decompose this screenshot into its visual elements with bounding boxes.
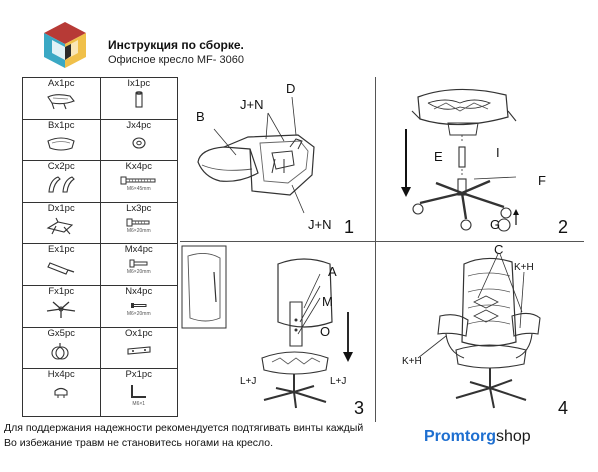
part-label: Dx1pc: [47, 202, 75, 214]
page-title: Инструкция по сборке.: [108, 38, 244, 52]
callout-c: C: [494, 242, 504, 257]
parts-table: [22, 77, 178, 417]
part-label: Ix1pc: [127, 78, 151, 89]
box-logo-icon: [40, 20, 90, 70]
callout-m: M: [322, 294, 333, 309]
part-cell: [23, 286, 101, 328]
part-cell: [100, 119, 178, 161]
parts-list: [22, 77, 178, 417]
step-number: 2: [558, 217, 569, 237]
part-cell: [23, 327, 101, 369]
parts-row: [23, 78, 178, 120]
gas-cylinder-icon: [44, 257, 78, 277]
part-cell: [100, 327, 178, 369]
bolt-icon: [122, 216, 156, 229]
allen-key-icon: [122, 382, 156, 402]
part-cell: [100, 286, 178, 328]
cap-icon: [44, 382, 78, 402]
callout-i: I: [496, 145, 500, 160]
step-number: 1: [344, 217, 355, 237]
callout-g: G: [490, 217, 501, 232]
step-4-panel: [376, 242, 584, 422]
part-cell: [100, 202, 178, 244]
part-cell: [23, 202, 101, 244]
part-cell: [100, 369, 178, 417]
part-label: Gx5pc: [47, 327, 75, 339]
part-cell: [100, 78, 178, 120]
part-cell: [100, 161, 178, 203]
callout-l-j-left: L+J: [240, 376, 257, 387]
part-label: Nx4pc: [125, 286, 153, 298]
base-assembly-illustration: [376, 77, 584, 241]
callout-d: D: [286, 81, 296, 96]
armrest-assembly-illustration: [376, 242, 584, 422]
part-label: Mx4pc: [124, 244, 153, 256]
callout-j-n-bottom: J+N: [308, 217, 332, 232]
assembly-steps: [180, 77, 584, 422]
callout-f: F: [538, 173, 546, 188]
callout-a: A: [328, 264, 337, 279]
page-subtitle: Офисное кресло MF- 3060: [108, 54, 244, 66]
part-label: Hx4pc: [47, 369, 75, 381]
part-cell: [100, 244, 178, 286]
shop-brand: [424, 428, 531, 446]
step-1-panel: [180, 77, 375, 241]
part-size: M6×20mm: [126, 311, 151, 318]
part-label: Kx4pc: [125, 161, 152, 173]
part-cell: [23, 369, 101, 417]
safety-notes: [4, 421, 404, 451]
part-cell: [23, 78, 101, 120]
callout-l-j-right: L+J: [330, 376, 347, 387]
seat-icon: [44, 133, 78, 153]
part-cell: [23, 119, 101, 161]
callout-k-h-top: K+H: [514, 262, 534, 273]
callout-o: O: [320, 324, 331, 339]
parts-row: [23, 244, 178, 286]
part-cell: [23, 244, 101, 286]
brand-name-part1: Promtorg: [424, 428, 496, 445]
mechanism-icon: [44, 216, 78, 236]
part-size: M6×20mm: [126, 227, 151, 234]
washer-icon: [122, 133, 156, 153]
part-label: Px1pc: [125, 369, 152, 381]
parts-row: [23, 286, 178, 328]
callout-e: E: [434, 149, 443, 164]
part-label: Lx3pc: [126, 202, 152, 214]
part-size: M6×45mm: [126, 186, 151, 193]
maintenance-note: Для поддержания надежности рекомендуется подтягивать винты каждый: [4, 422, 364, 434]
part-label: Ox1pc: [125, 327, 153, 339]
safety-warning: Во избежание травм не становитесь ногами на кресло.: [4, 437, 274, 449]
callout-j-n-top: J+N: [240, 97, 264, 112]
callout-b: B: [196, 109, 205, 124]
part-label: Ax1pc: [48, 78, 75, 89]
gas-lift-icon: [122, 91, 156, 111]
part-size: M6×20mm: [126, 269, 151, 276]
brand-name-part2: shop: [496, 428, 531, 445]
parts-row: [23, 119, 178, 161]
backrest-assembly-illustration: [180, 242, 375, 422]
callout-k-h-bottom: K+H: [402, 356, 422, 367]
parts-row: [23, 161, 178, 203]
step-2-panel: [376, 77, 584, 241]
part-label: Bx1pc: [48, 119, 75, 131]
step-3-panel: [180, 242, 375, 422]
part-label: Fx1pc: [48, 286, 75, 298]
parts-row: [23, 327, 178, 369]
parts-row: [23, 369, 178, 417]
part-cell: [23, 161, 101, 203]
step-number: 4: [558, 398, 569, 418]
part-size: M6×1: [132, 401, 146, 408]
part-label: Cx2pc: [47, 161, 75, 173]
step-number: 3: [354, 398, 365, 418]
brand-logo: [40, 20, 90, 70]
star-base-icon: [44, 299, 78, 319]
side-bracket-icon: [44, 174, 78, 194]
caster-icon: [44, 341, 78, 361]
parts-row: [23, 202, 178, 244]
armrest-icon: [44, 91, 78, 111]
part-label: Jx4pc: [126, 119, 152, 131]
plate-icon: [122, 341, 156, 361]
part-label: Ex1pc: [48, 244, 75, 256]
